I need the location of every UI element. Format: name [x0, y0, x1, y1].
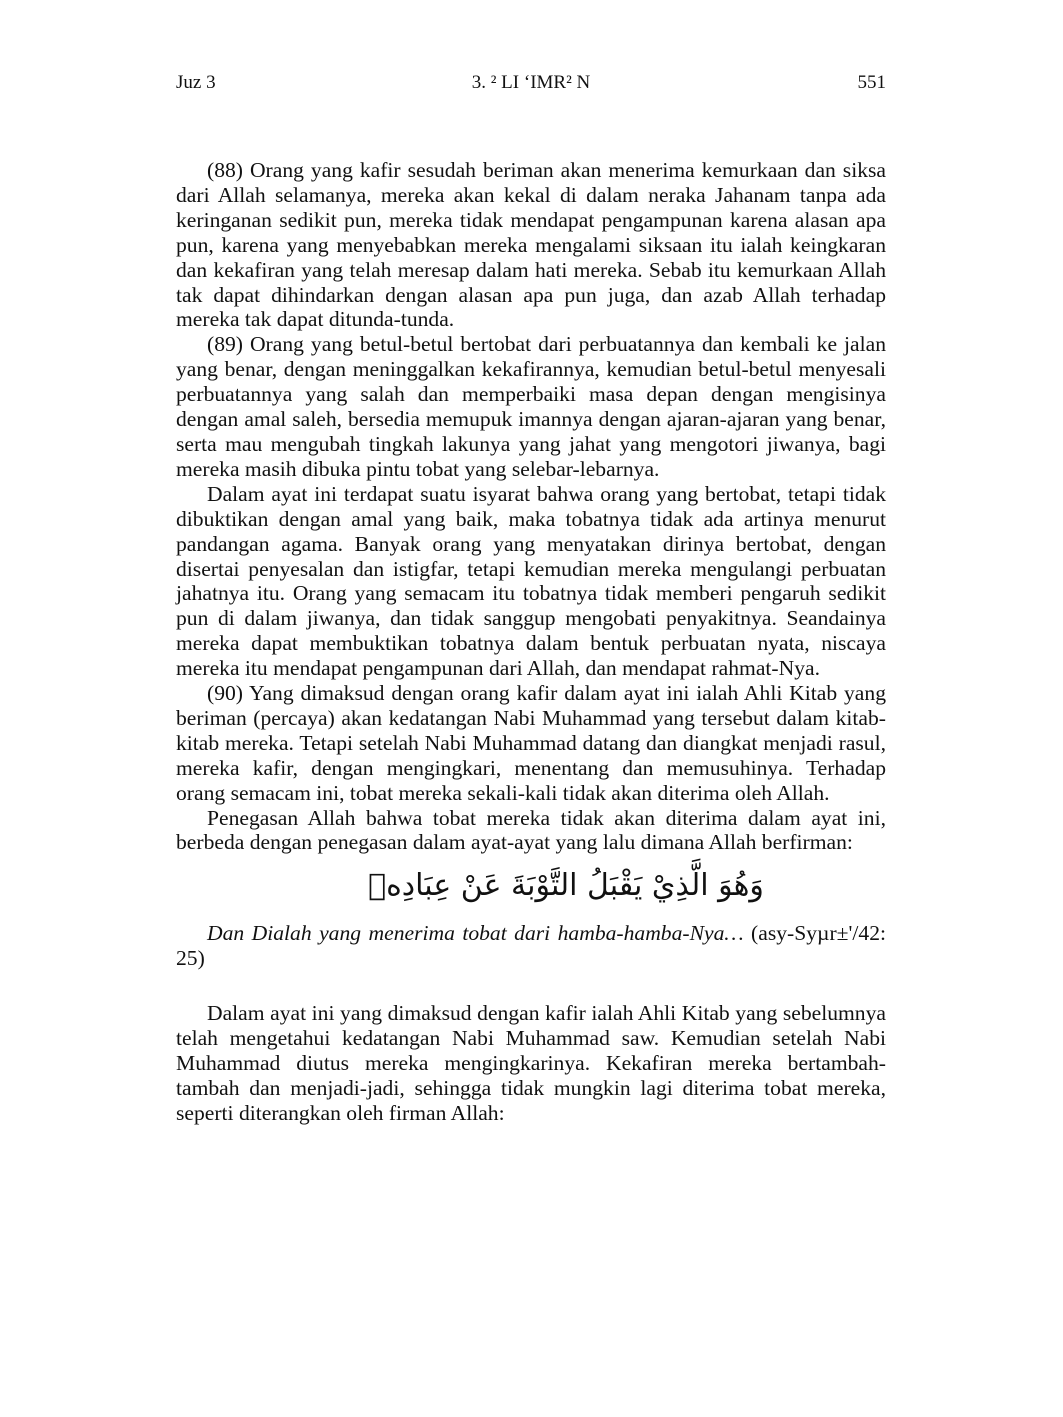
paragraph-verse-88: (88) Orang yang kafir sesudah beriman akan menerima kemurkaan dan siksa dari Allah selamanya, mereka akan kekal di dalam neraka Jahanam tanpa ada keringanan sedikit pun, mereka tidak mendapat pengampunan karena alasan apa pun, karena yang menyebabkan mereka mengalami siksaan itu ialah keingkaran dan kekafiran yang telah meresap dalam hati mereka. Sebab itu kemurkaan Allah tak dapat dihindarkan dengan alasan apa pun juga, dan azab Allah terhadap mereka tak dapat ditunda-tunda.	[176, 158, 886, 332]
verse-translation	[176, 921, 886, 971]
page-header	[176, 72, 886, 98]
paragraph-closing: Dalam ayat ini yang dimaksud dengan kafir ialah Ahli Kitab yang sebelumnya telah mengetahui kedatangan Nabi Muhammad saw. Kemudian setelah Nabi Muhammad diutus mereka mengingkarinya. Kekafiran mereka bertambah-tambah dan menjadi-jadi, sehingga tidak mungkin lagi diterima tobat mereka, seperti diterangkan oleh firman Allah:	[176, 1001, 886, 1125]
juz-label: Juz 3	[176, 72, 216, 93]
translation-text: Dan Dialah yang menerima tobat dari hamba-hamba-Nya…	[207, 921, 744, 946]
paragraph-emphasis: Penegasan Allah bahwa tobat mereka tidak akan diterima dalam ayat ini, berbeda dengan penegasan dalam ayat-ayat yang lalu dimana Allah berfirman:	[176, 805, 886, 855]
verse-citation: (asy-Syµr±'/42: 25)	[176, 921, 886, 971]
paragraph-verse-90: (90) Yang dimaksud dengan orang kafir dalam ayat ini ialah Ahli Kitab yang beriman (percaya) akan kedatangan Nabi Muhammad yang tersebut dalam kitab-kitab mereka. Tetapi setelah Nabi Muhammad datang dan diangkat menjadi rasul, mereka kafir, dengan mengingkari, menentang dan memusuhinya. Terhadap orang semacam ini, tobat mereka sekali-kali tidak akan diterima oleh Allah.	[176, 681, 886, 805]
chapter-title: 3. ² LI ‘IMR² N	[471, 72, 591, 93]
spacer	[176, 971, 886, 1001]
page-body	[176, 158, 886, 1126]
paragraph-verse-89: (89) Orang yang betul-betul bertobat dari perbuatannya dan kembali ke jalan yang benar, dengan meninggalkan kekafirannya, kemudian betul-betul menyesali perbuatannya yang salah dan memperbaiki masa depan dengan mengisinya dengan amal saleh, bersedia memupuk imannya dengan ajaran-ajaran yang benar, serta mau mengubah tingkah lakunya yang jahat yang mengotori jiwanya, bagi mereka masih dibuka pintu tobat yang selebar-lebarnya.	[176, 332, 886, 481]
page-number: 551	[857, 72, 886, 93]
arabic-verse: وَهُوَ الَّذِيْ يَقْبَلُ التَّوْبَةَ عَنْ عِبَادِهٖ	[368, 868, 764, 904]
paragraph-explanation: Dalam ayat ini terdapat suatu isyarat bahwa orang yang bertobat, tetapi tidak dibuktikan dengan amal yang baik, maka tobatnya tidak ada artinya menurut pandangan agama. Banyak orang yang menyatakan dirinya bertobat, dengan disertai penyesalan dan istigfar, tetapi kemudian mereka mengulangi perbuatan jahatnya itu. Orang yang semacam itu tobatnya tidak memberi pengaruh sedikit pun di dalam jiwanya, dan tidak sanggup mengobati penyakitnya. Seandainya mereka dapat membuktikan tobatnya dalam bentuk perbuatan nyata, niscaya mereka itu mendapat pengampunan dari Allah, dan mendapat rahmat-Nya.	[176, 481, 886, 681]
